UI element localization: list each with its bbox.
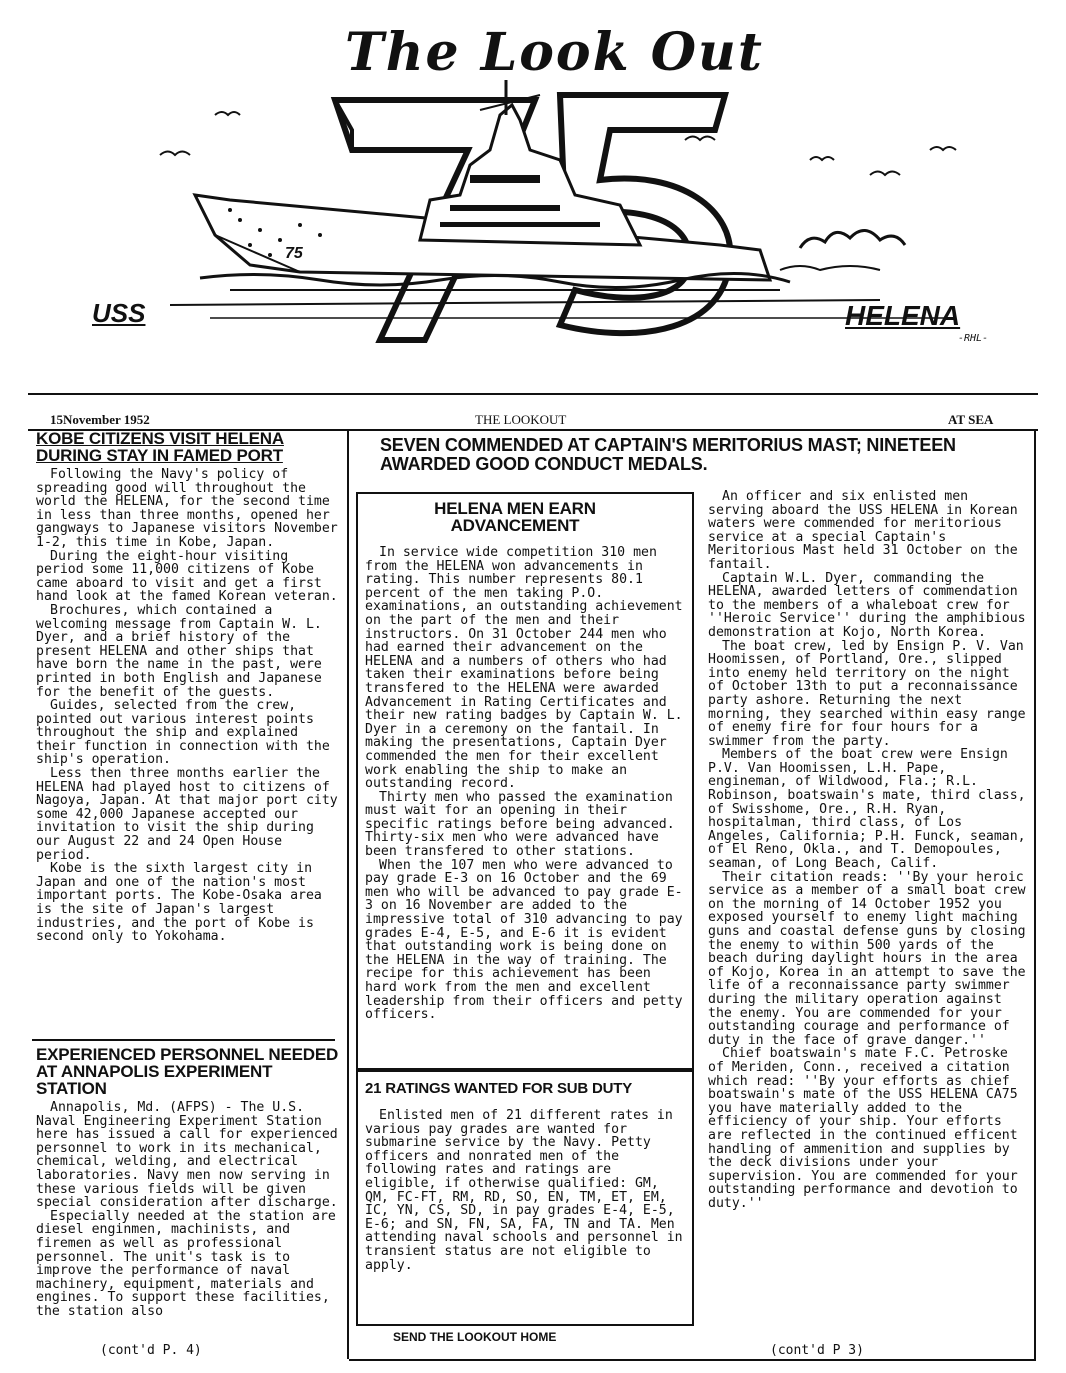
masthead-title: The Look Out [345,22,764,83]
bottom-rule [349,1359,1036,1361]
send-home-footer: SEND THE LOOKOUT HOME [393,1330,557,1344]
paper-name: THE LOOKOUT [475,412,567,427]
kobe-paragraph: Brochures, which contained a welcoming message from Captain W. L. Dyer, and a brief history of the present HELENA and other ships that have born the name in the past, were printed in both English and Japanese for the benefit of the guests. [36,602,322,700]
mast-headline: SEVEN COMMENDED AT CAPTAIN'S MERITORIUS MAST; NINETEEN AWARDED GOOD CONDUCT MEDALS. [380,435,956,474]
kobe-paragraph: Kobe is the sixth largest city in Japan and one of the nation's most important ports. The Kobe-Osaka area is the site of Japan's largest industries, and the port of Kobe is second only to Yokohama. [36,861,322,945]
kobe-paragraph: Guides, selected from the crew, pointed out various interest points throughout the ship and explained their function in connection with the ship's operation. [36,698,330,768]
mast-paragraph: Their citation reads: ''By your heroic service as a member of a small boat crew on the morning of 14 October 1952 you exposed yourself to enemy light maching guns and coastal defense guns by closing the enemy to within 500 yards of the beach during daylight hours in the area of Kojo, Korea in an attempt to save the life of a reconnaissance party swimmer during the military operation against the enemy. You are commended for your outstanding courage and performance of duty in the face of grave danger.'' [708,869,1026,1048]
annapolis-paragraph: Annapolis, Md. (AFPS) - The U.S. Naval Engineering Experiment Station here has issued a call for experienced personnel to work in its mechanical, chemical, welding, and electrical laboratories. Navy men now serving in these various fields will be given special consideration after discharge. [36,1100,338,1211]
advancement-paragraph: Thirty men who passed the examination must wait for an opening in their specific ratings before being advanced. Thirty-six men who were advanced have been transfered to other stations. [365,789,675,860]
kobe-end-rule [32,1039,335,1041]
mast-article [708,490,1028,1210]
annapolis-paragraph: Especially needed at the station are diesel enginmen, machinists, and firemen as well as professional personnel. The unit's task is to improve the performance of naval machinery, equipment, materials and engines. To support these facilities, the station also [36,1208,336,1319]
location: AT SEA [948,412,994,427]
mast-paragraph: Captain W.L. Dyer, commanding the HELENA, awarded letters of commendation to the members of a whaleboat crew for ''Heroic Service'' during the amphibious demonstration at Kojo, North Korea. [708,570,1026,640]
masthead [0,0,1066,390]
top-rule [28,393,1038,395]
kobe-paragraph: Following the Navy's policy of spreading good will throughout the world the HELENA, for the second time in less than three months, opened her gangways to Japanese visitors November 1-2, this time in Kobe, Japan. [36,467,338,550]
annapolis-continued: (cont'd P. 4) [100,1343,202,1358]
mast-paragraph: Members of the boat crew were Ensign P.V. Van Hoomissen, L.H. Pape, engineman, of Wildwood, Fla.; R.L. Robinson, boatswain's mate, third class, of Swisshome, Ore., R.H. Ryan, hospitalman, third class, of Los Angeles, California; P.H. Funck, seaman, of El Reno, Okla., and T. Demopoules, seaman, of Long Beach, Calif. [708,747,1026,872]
mast-paragraph: Chief boatswain's mate F.C. Petroske of Meriden, Conn., received a citation which read: ''By your efforts as chief boatswain's mate of the USS HELENA CA75 you have materially added to the efficiency of your ship. Your efforts are reflected in the continued efficent handling of ammenition and supplies by the deck divisions under your supervision. You are commended for your outstanding performance and devotion to duty.'' [708,1046,1018,1211]
mast-paragraph: An officer and six enlisted men serving aboard the USS HELENA in Korean waters were commended for meritorious service at a special Captain's Meritorious Mast held 31 October on the fantail. [708,489,1018,572]
subduty-article [365,1080,685,1272]
column-divider-left [347,431,349,1359]
hull-number: 75 [285,245,303,262]
kobe-paragraph: Less then three months earlier the HELENA had played host to citizens of Nagoya, Japan. At that major port city some 42,000 Japanese accepted our invitation to visit the ship during our August 22 and 24 Open House period. [36,766,338,863]
advancement-paragraph: In service wide competition 310 men from the HELENA won advancements in rating. This number represents 80.1 percent of the men taking P.O. examinations, an outstanding achievement on the part of the men and their instructors. On 31 October 244 men who had earned their advancement on the HELENA and a numbers of others who had taken their examinations before being transfered to the HELENA were awarded Advancement in Rating Certificates and their new rating badges by Captain W. L. Dyer in a ceremony on the fantail. In making the presentations, Captain Dyer commended the men for their excellent work enabling the ship to make an outstanding record. [365,545,683,792]
annapolis-headline: EXPERIENCED PERSONNEL NEEDED AT ANNAPOLIS EXPERIMENT STATION [36,1045,339,1098]
annapolis-article [36,1046,340,1319]
advancement-article [365,500,685,1022]
column-divider-right [1034,431,1036,1359]
mast-continued: (cont'd P 3) [770,1343,864,1358]
kobe-paragraph: During the eight-hour visiting period some 11,000 citizens of Kobe came aboard to visit and get a first hand look at the famed Korean veteran. [36,548,338,605]
artist-signature: -RHL- [958,333,989,344]
kobe-article [36,430,340,944]
subduty-headline: 21 RATINGS WANTED FOR SUB DUTY [365,1080,633,1097]
kobe-headline: KOBE CITIZENS VISIT HELENA DURING STAY IN FAMED PORT [36,429,284,465]
advancement-paragraph: When the 107 men who were advanced to pay grade E-3 on 16 October and the 69 men who will be advanced to pay grade E-3 on 16 November are added to the impressive total of 310 advancing to pay grades E-4, E-5, and E-6 it is evident that outstanding work is being done on the HELENA in the way of training. The recipe for this achievement has been hard work from the men and excellent leadership from their officers and petty officers. [365,857,683,1023]
issue-date: 15November 1952 [50,412,150,427]
masthead-ship-name: HELENA [845,300,961,331]
masthead-uss: USS [92,298,146,328]
subduty-paragraph: Enlisted men of 21 different rates in various pay grades are wanted for submarine service by the Navy. Petty officers and nonrated men of the following rates and ratings are eligible, if otherwise qualified: GM, QM, FC-FT, RM, RD, SO, EN, TM, ET, EM, IC, YN, CS, SD, in pay grades E-4, E-5, E-6; and SN, FN, SA, FA, TN and TA. Men attending naval schools and personnel in transient status are not eligible to apply. [365,1108,683,1273]
advancement-headline: HELENA MEN EARN ADVANCEMENT [434,499,596,535]
mast-paragraph: The boat crew, led by Ensign P. V. Van Hoomissen, of Portland, Ore., slipped into enemy held territory on the night of October 13th to put a reconnaissance party ashore. Returning the next morning, they searched within easy range of enemy fire for four hours for a swimmer from the party. [708,638,1026,749]
